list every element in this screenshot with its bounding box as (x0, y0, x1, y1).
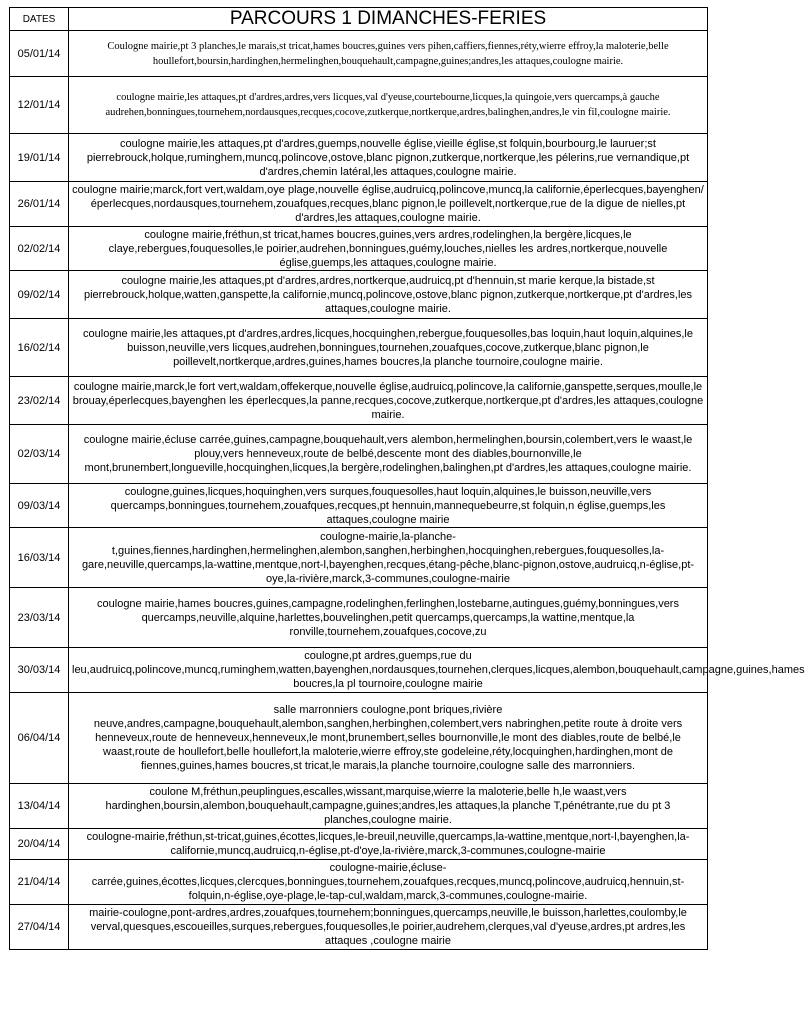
row-route: coulogne,pt ardres,guemps,rue du leu,audruicq,polincove,muncq,ruminghem,watten,bayenghen,nordausques,tournehen,clerques,licques,alembon,bouquehault,campagne,guines,hames boucres,la pl tournoire,coulogne mairie (69, 648, 708, 693)
row-route: coulogne mairie;marck,fort vert,waldam,oye plage,nouvelle église,audruicq,polincove,muncq,la californie,éperlecques,bayenghen/éperlecques,nordausques,tournehem,zouafques,recques,blanc pignon,le poillevelt,nortkerque,rue de la digue de nielles,pt d'ardres,les attaques,coulogne mairie. (69, 182, 708, 227)
table-row (10, 829, 708, 860)
row-date: 02/02/14 (10, 227, 69, 271)
row-route: coulogne mairie,les attaques,pt d'ardres,ardres,vers licques,val d'yeuse,courtebourne,licques,la quingoie,vers quercamps,à gauche audrehen,bonningues,tournehem,nordausques,recques,cocove,zutkerque,nortkerque,ardres,balinghen,andres,le vin fil,coulogne mairie. (69, 77, 708, 134)
row-date: 20/04/14 (10, 829, 69, 860)
row-route: salle marronniers coulogne,pont briques,rivière neuve,andres,campagne,bouquehault,alembon,sanghen,herbinghen,colembert,vers nabringhen,petite route à droite vers henneveux,route de henneveux,henneveux,le mont,brunembert,selles bournonville,le mont des diables,route de belbé,le waast,route de houllefort,belle houllefort,la maloterie,wierre effroy,ste godeleine,réty,locquinghen,hardinghen,mont de fiennes,guines,hames boucres,st tricat,le marais,la planche tournoire,coulogne salle des marronniers. (69, 693, 708, 784)
row-date: 06/04/14 (10, 693, 69, 784)
table-row (10, 77, 708, 134)
row-date: 16/02/14 (10, 319, 69, 377)
row-date: 27/04/14 (10, 905, 69, 950)
row-date: 12/01/14 (10, 77, 69, 134)
row-route: coulogne mairie,les attaques,pt d'ardres,guemps,nouvelle église,vieille église,st folquin,bourbourg,le lauruer;st pierrebrouck,holque,ruminghem,muncq,polincove,ostove,blanc pignon,zutkerque,nortkerque,les pélerins,rue vernandique,pt d'ardres,chemin latéral,les attaques,coulogne mairie. (69, 134, 708, 182)
row-route: coulogne mairie,fréthun,st tricat,hames boucres,guines,vers ardres,rodelinghen,la bergère,licques,le claye,rebergues,fouquesolles,le poirier,audrehen,bonningues,guémy,louches,nielles les ardres,nortkerque,nouvelle église,guemps,les attaques,coulogne mairie. (69, 227, 708, 271)
table-row (10, 693, 708, 784)
row-route: coulone M,fréthun,peuplingues,escalles,wissant,marquise,wierre la maloterie,belle h,le waast,vers hardinghen,boursin,alembon,bouquehault,campagne,guines;andres,les attaques,la planche T,pénétrante,rue du pt 3 planches,coulogne mairie. (69, 784, 708, 829)
schedule-sheet (9, 7, 805, 950)
table-row (10, 588, 708, 648)
row-route: coulogne mairie,les attaques,pt d'ardres,ardres,nortkerque,audruicq,pt d'hennuin,st marie kerque,la bistade,st pierrebrouck,holque,watten,ganspette,la californie,muncq,polincove,ostove,blanc pignon,zutkerque,nortkerque,pt d'ardres,les attaques,coulogne mairie. (69, 271, 708, 319)
row-route: Coulogne mairie,pt 3 planches,le marais,st tricat,hames boucres,guines vers pihen,caffiers,fiennes,réty,wierre effroy,la maloterie,belle houllefort,boursin,hardinghen,hermelinghen,bouquehault,campagne,guines;andres,les attaques,coulogne mairie. (69, 31, 708, 77)
row-date: 23/03/14 (10, 588, 69, 648)
row-route: coulogne-mairie,la-planche-t,guines,fiennes,hardinghen,hermelinghen,alembon,sanghen,herbinghen,hocquinghen,rebergues,fouquesolles,la-gare,neuville,quercamps,la-wattine,mentque,nort-l,bayenghen,recques,étang-pêche,blanc-pignon,ostove,audruicq,n-église,pt-oye,la-rivière,marck,3-communes,coulogne-mairie (69, 528, 708, 588)
table-row (10, 860, 708, 905)
row-date: 05/01/14 (10, 31, 69, 77)
row-route: coulogne mairie,les attaques,pt d'ardres,ardres,licques,hocquinghen,rebergue,fouquesolles,bas loquin,haut loquin,alquines,le buisson,neuville,vers licques,audrehen,bonningues,tournehen,zouafques,cocove,zutkerque,blanc pignon,le poillevelt,nortkerque,ardres,guines,hames boucres,la planche tournoire,coulogne mairie. (69, 319, 708, 377)
row-route: coulogne mairie,hames boucres,guines,campagne,rodelinghen,ferlinghen,lostebarne,autingues,guémy,bonningues,vers quercamps,neuville,alquine,harlettes,bouvelinghen,petit quercamps,quercamps,la wattine,mentque,la ronville,tournehem,zouafques,cocove,zu (69, 588, 708, 648)
row-route: coulogne-mairie,écluse-carrée,guines,écottes,licques,clercques,bonningues,tournehem,zouafques,recques,muncq,polincove,audruicq,hennuin,st-folquin,n-église,oye-plage,le-tap-cul,waldam,marck,3-communes,coulogne-mairie. (69, 860, 708, 905)
row-date: 02/03/14 (10, 425, 69, 484)
row-date: 30/03/14 (10, 648, 69, 693)
row-route: coulogne mairie,marck,le fort vert,waldam,offekerque,nouvelle église,audruicq,polincove,la californie,ganspette,serques,moulle,le brouay,éperlecques,bayenghen les éperlecques,la panne,recques,cocove,zutkerque,nortkerque,pt d'ardres,les attaques,coulogne mairie. (69, 377, 708, 425)
table-row (10, 377, 708, 425)
table-row (10, 425, 708, 484)
table-row (10, 484, 708, 528)
table-row (10, 227, 708, 271)
row-date: 26/01/14 (10, 182, 69, 227)
table-row (10, 648, 708, 693)
table-row (10, 784, 708, 829)
row-date: 21/04/14 (10, 860, 69, 905)
row-route: mairie-coulogne,pont-ardres,ardres,zouafques,tournehem;bonningues,quercamps,neuville,le buisson,harlettes,coulomby,le verval,quesques,escoueilles,surques,rebergues,fouquesolles,le poirier,audrehem,clerques,val d'yeuse,ardres,pt ardres,les attaques ,coulogne mairie (69, 905, 708, 950)
row-route: coulogne-mairie,fréthun,st-tricat,guines,écottes,licques,le-breuil,neuville,quercamps,la-wattine,mentque,nort-l,bayenghen,la-californie,muncq,audruicq,n-église,pt-d'oye,la-rivière,marck,3-communes,coulogne-mairie (69, 829, 708, 860)
table-row (10, 528, 708, 588)
row-date: 16/03/14 (10, 528, 69, 588)
table-row (10, 182, 708, 227)
table-row (10, 905, 708, 950)
table-row (10, 319, 708, 377)
table-row (10, 271, 708, 319)
row-date: 19/01/14 (10, 134, 69, 182)
row-date: 23/02/14 (10, 377, 69, 425)
routes-table (9, 7, 805, 950)
row-route: coulogne mairie,écluse carrée,guines,campagne,bouquehault,vers alembon,hermelinghen,boursin,colembert,vers le waast,le plouy,vers henneveux,route de belbé,descente mont des diables,bournonville,le mont,brunembert,longueville,hocquinghen,licques,la bergère,rodelinghen,balinghen,pt d'ardres,les attaques,coulogne mairie. (69, 425, 708, 484)
table-header-row (10, 8, 708, 31)
row-route: coulogne,guines,licques,hoquinghen,vers surques,fouquesolles,haut loquin,alquines,le buisson,neuville,vers quercamps,bonningues,tournehem,zouafques,recques,pt hennuin,mannequebeurre,st folquin,n église,guemps,les attaques,coulogne mairie (69, 484, 708, 528)
row-date: 09/03/14 (10, 484, 69, 528)
table-row (10, 134, 708, 182)
page-title: PARCOURS 1 DIMANCHES-FERIES (69, 8, 708, 31)
routes-body (10, 31, 805, 950)
row-date: 13/04/14 (10, 784, 69, 829)
dates-column-header: DATES (10, 8, 69, 31)
table-row (10, 31, 708, 77)
row-date: 09/02/14 (10, 271, 69, 319)
